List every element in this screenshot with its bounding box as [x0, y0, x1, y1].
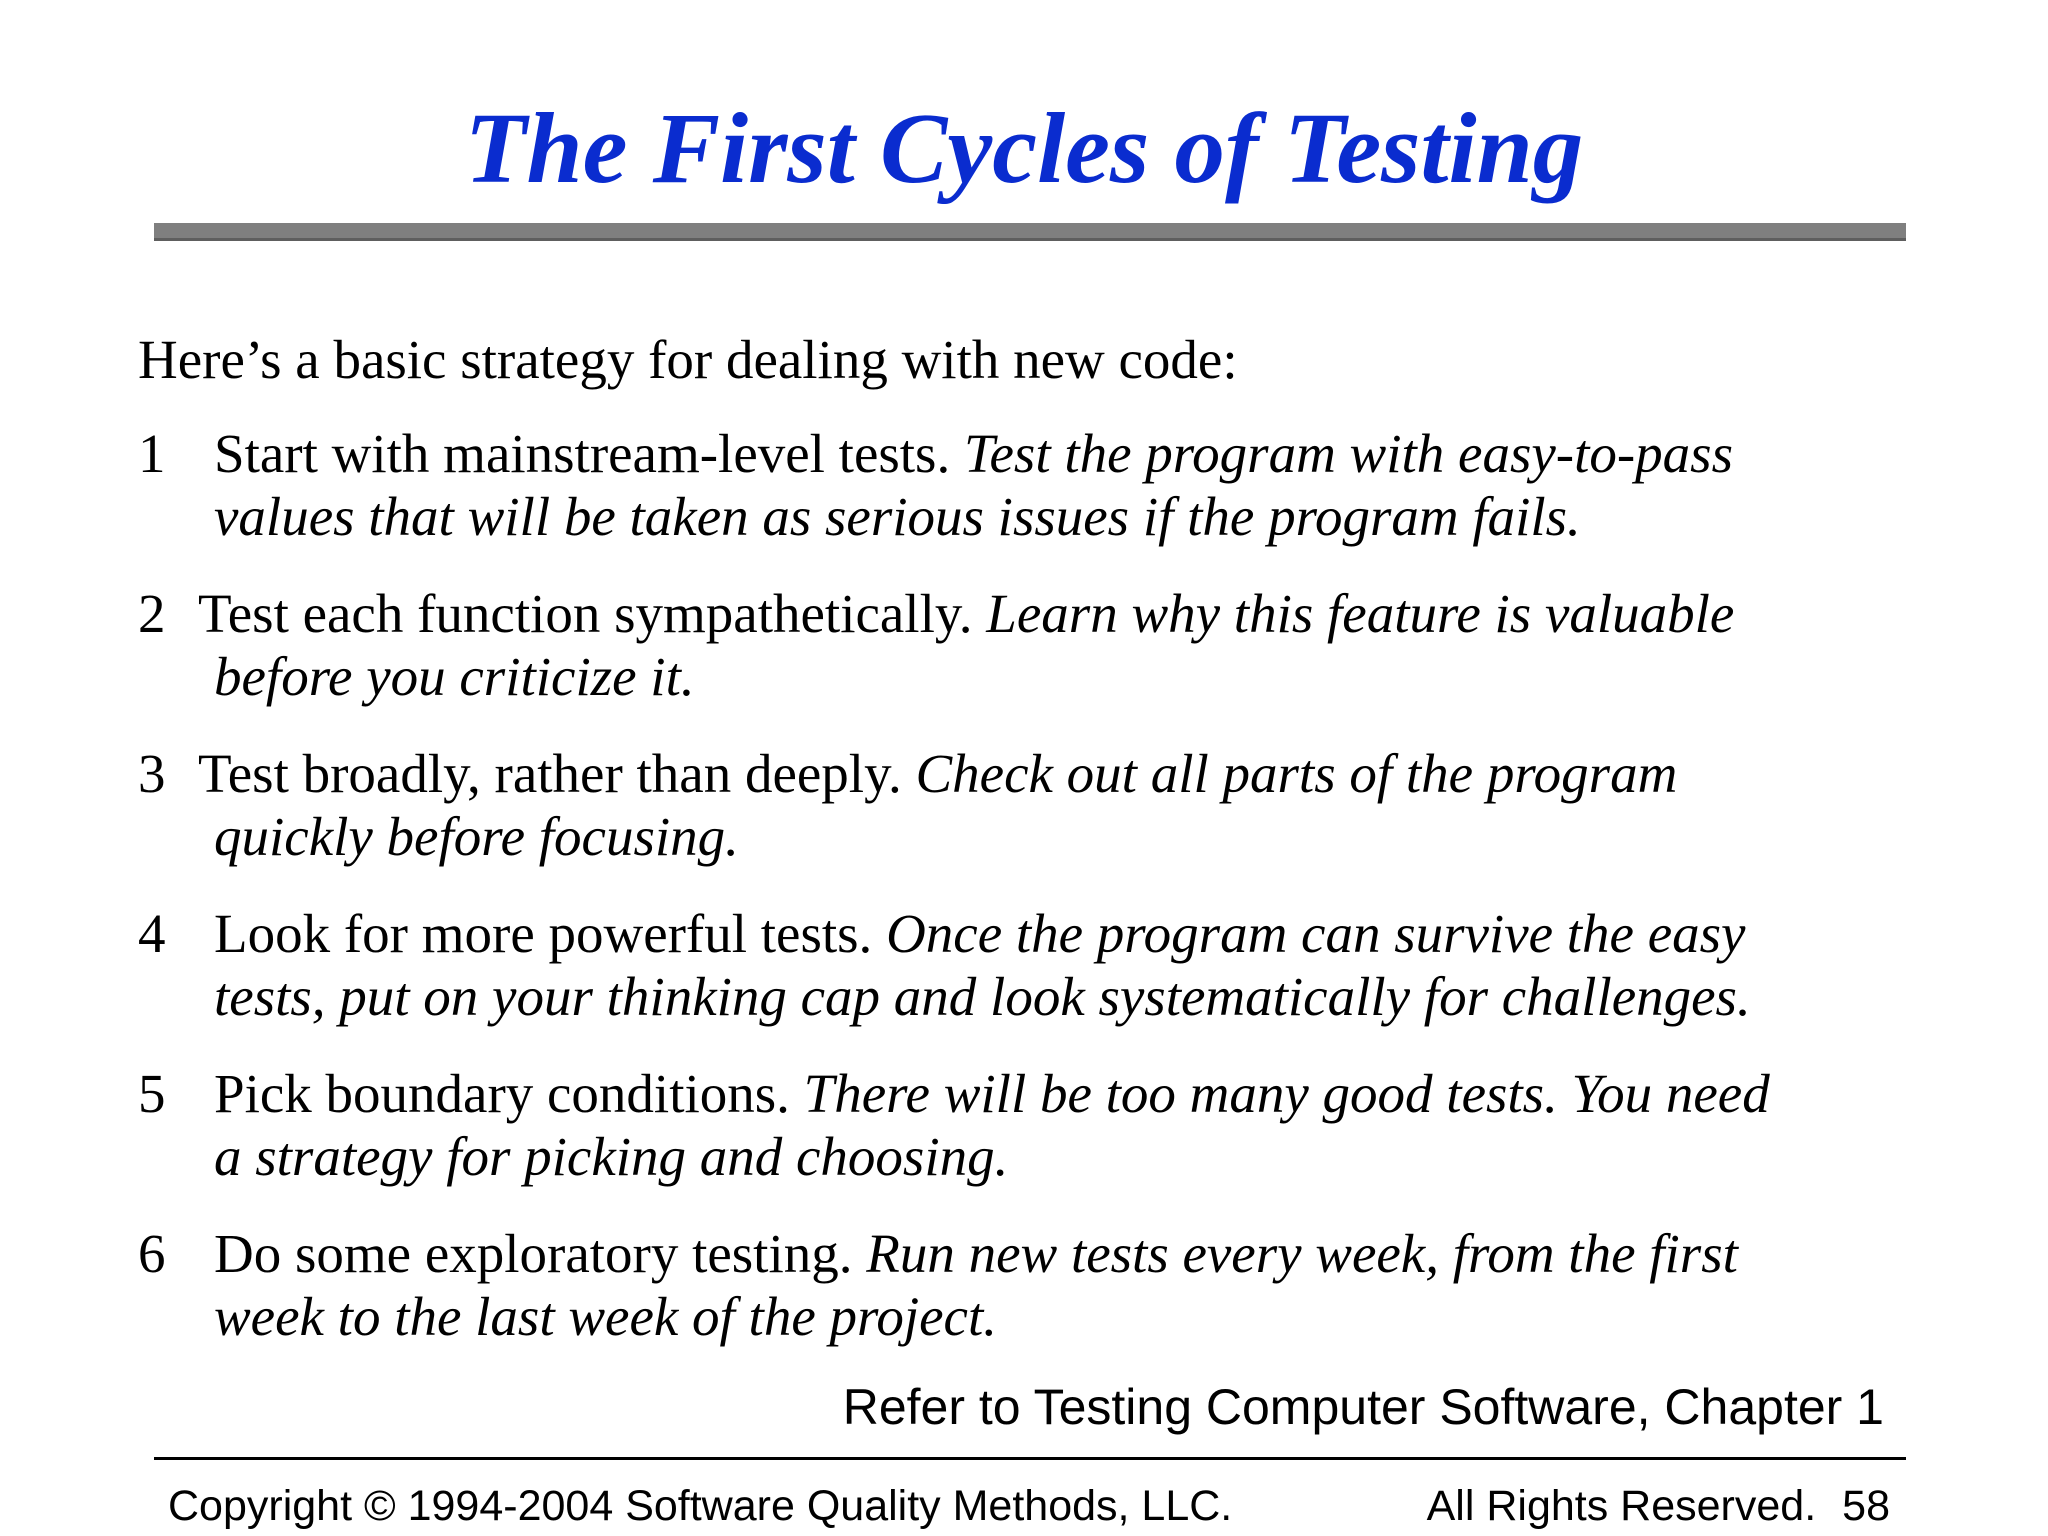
item-detail-continued: quickly before focusing. — [214, 806, 739, 867]
strategy-item-5 — [138, 1062, 1928, 1188]
intro-text: Here’s a basic strategy for dealing with new code: — [138, 329, 1238, 390]
item-number: 4 — [138, 903, 166, 964]
strategy-item-4 — [138, 902, 1928, 1028]
item-number: 5 — [138, 1063, 166, 1124]
item-detail: Check out all parts of the program — [915, 743, 1678, 804]
title-divider — [154, 223, 1906, 241]
copyright-text: Copyright © 1994-2004 Software Quality Methods, LLC. — [168, 1482, 1233, 1530]
item-lead: Start with mainstream-level tests. — [214, 423, 964, 484]
rights-text: All Rights Reserved. — [1426, 1482, 1817, 1530]
reference-note: Refer to Testing Computer Software, Chapter 1 — [842, 1379, 1884, 1435]
item-detail-continued: a strategy for picking and choosing. — [214, 1126, 1009, 1187]
slide-title: The First Cycles of Testing — [464, 92, 1584, 204]
item-number: 2 — [138, 583, 166, 644]
item-number: 3 — [138, 743, 166, 804]
item-detail-continued: tests, put on your thinking cap and look systematically for challenges. — [214, 966, 1751, 1027]
item-detail-continued: values that will be taken as serious issues if the program fails. — [214, 486, 1581, 547]
footer-rights — [1427, 1480, 1890, 1532]
strategy-item-1 — [138, 422, 1928, 548]
item-detail-continued: week to the last week of the project. — [214, 1286, 997, 1347]
item-detail: Test the program with easy-to-pass — [963, 423, 1733, 484]
item-detail: Learn why this feature is valuable — [986, 583, 1735, 644]
page-number: 58 — [1842, 1482, 1890, 1530]
strategy-item-3 — [138, 742, 1928, 868]
strategy-item-6 — [138, 1222, 1928, 1348]
item-lead: Pick boundary conditions. — [214, 1063, 804, 1124]
item-detail: Run new tests every week, from the first — [866, 1223, 1738, 1284]
footer-divider — [154, 1457, 1906, 1460]
item-lead: Look for more powerful tests. — [214, 903, 887, 964]
item-lead: Test broadly, rather than deeply. — [198, 743, 916, 804]
item-lead: Do some exploratory testing. — [214, 1223, 867, 1284]
strategy-item-2 — [138, 582, 1928, 708]
item-number: 1 — [138, 423, 166, 484]
item-number: 6 — [138, 1223, 166, 1284]
item-detail: Once the program can survive the easy — [886, 903, 1746, 964]
item-detail: There will be too many good tests. You need — [803, 1063, 1770, 1124]
item-lead: Test each function sympathetically. — [198, 583, 987, 644]
item-detail-continued: before you criticize it. — [214, 646, 695, 707]
